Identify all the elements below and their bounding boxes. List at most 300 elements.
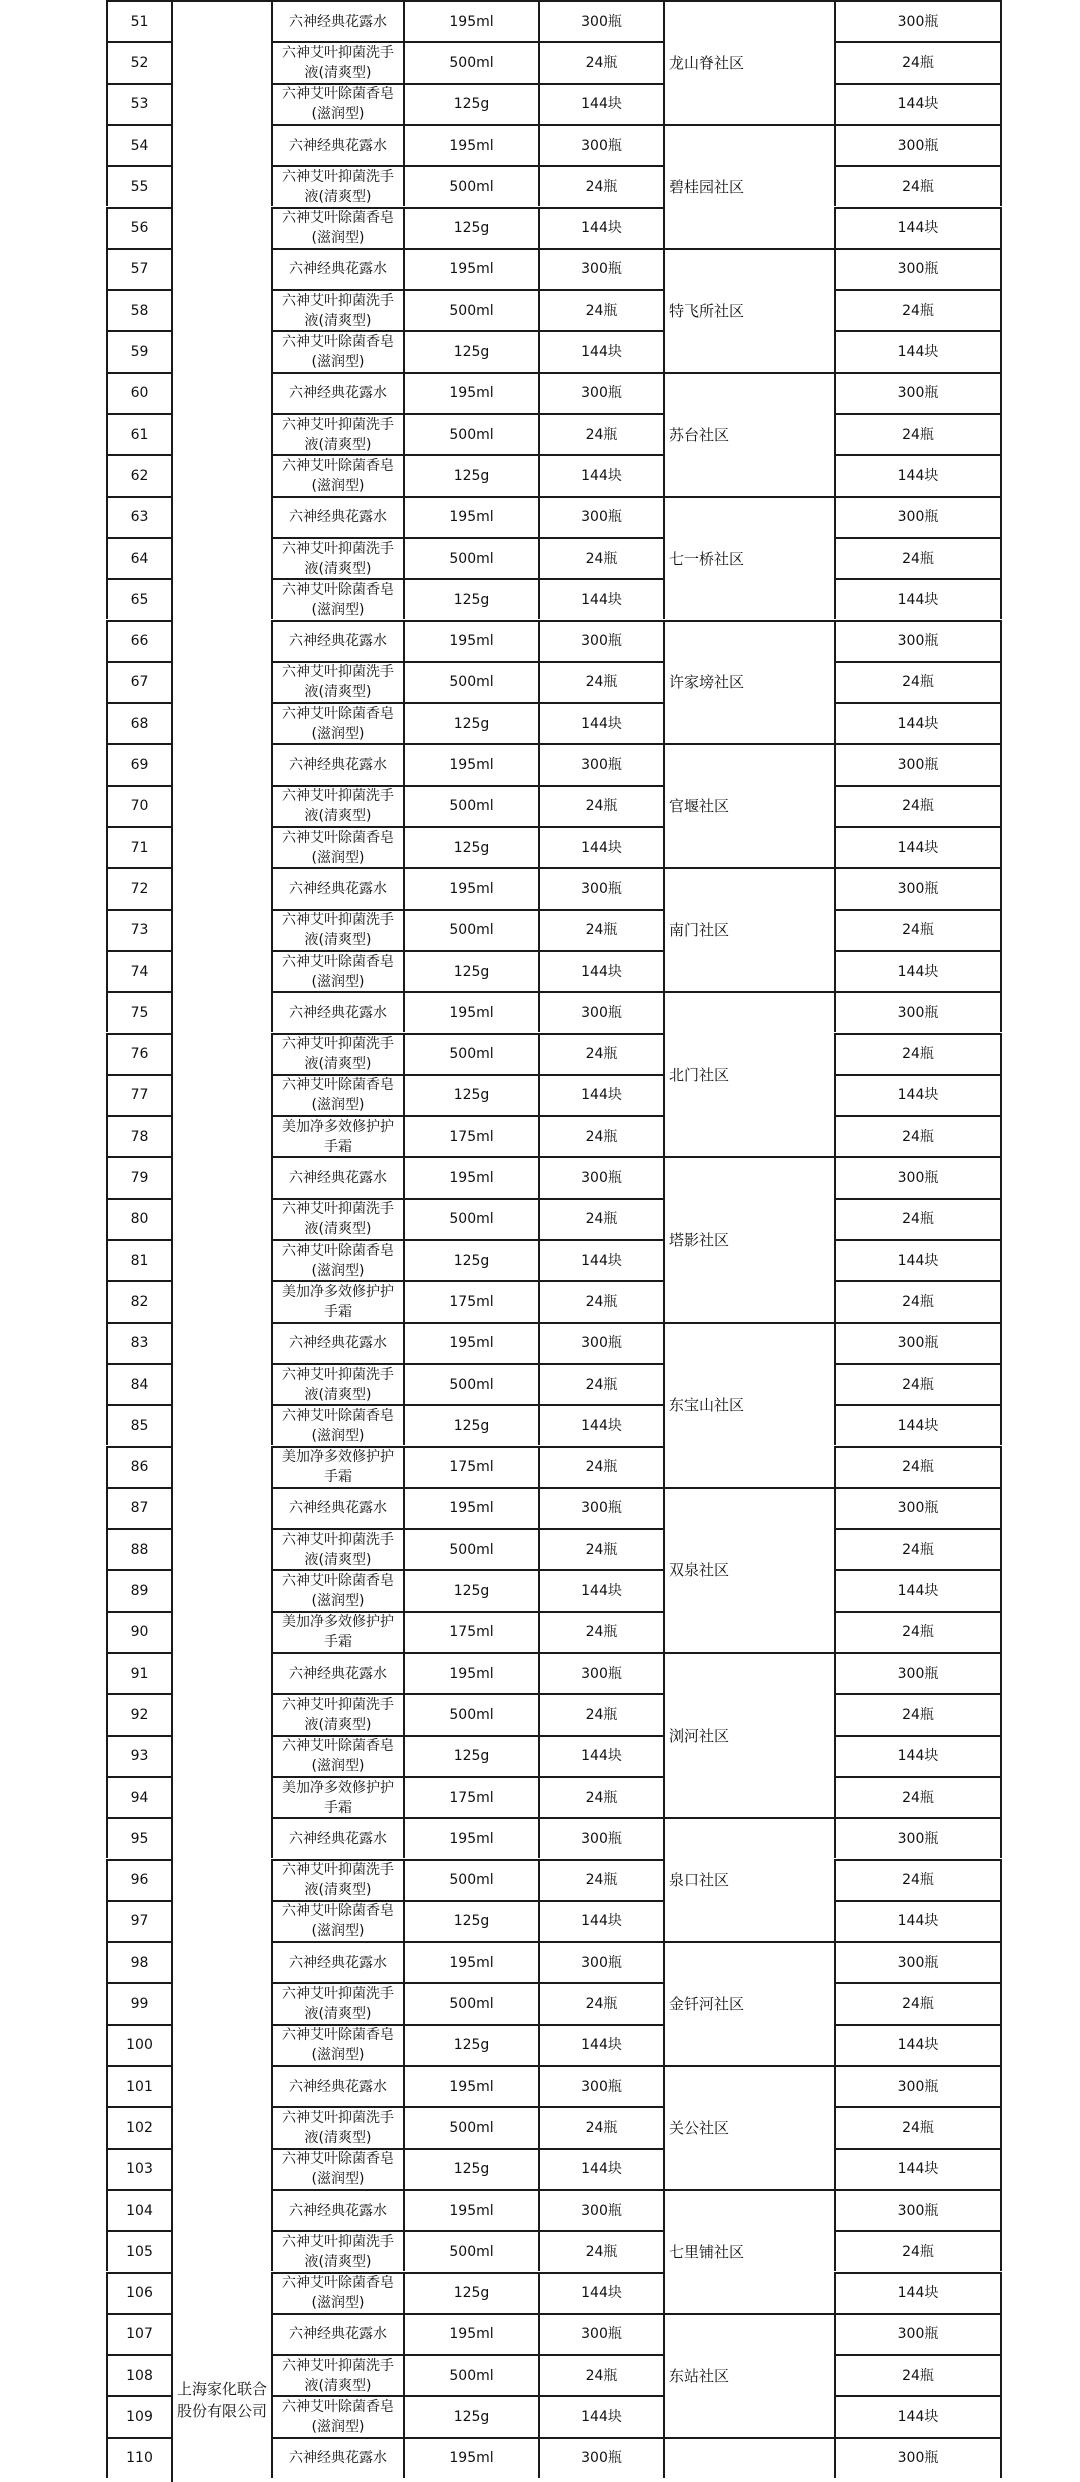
row-number-cell [106,2313,171,2354]
distributed-quantity: 24瓶 [902,1211,934,1228]
distributed-quantity: 144块 [897,591,939,608]
spec-cell [403,1156,538,1197]
row-number-cell [106,2106,171,2147]
distributed-quantity: 24瓶 [902,1872,934,1889]
product-spec: 195ml [449,880,494,897]
product-cell [271,1693,403,1734]
donated-quantity: 144块 [581,1087,622,1104]
product-spec: 500ml [449,54,494,71]
row-number-cell [106,1198,171,1239]
product-name: 六神经典花露水 [289,1665,387,1682]
donated-quantity: 24瓶 [585,1293,618,1310]
product-name: 六神艾叶除菌香皂(滋润型) [282,829,394,866]
product-cell [271,330,403,371]
donated-qty-cell [538,1693,663,1734]
row-number: 85 [130,1417,149,1434]
distributed-qty-cell [834,1363,1002,1404]
spec-cell [403,743,538,784]
community-name: 关公社区 [669,2118,730,2137]
row-number: 65 [130,591,149,608]
distributed-qty-cell [834,1569,1002,1610]
product-name: 六神艾叶除菌香皂(滋润型) [282,953,394,990]
product-spec: 500ml [449,1872,494,1889]
distributed-quantity: 24瓶 [902,2243,934,2260]
product-name: 六神艾叶除菌香皂(滋润型) [282,86,394,123]
community-name: 北门社区 [669,1065,730,1084]
distributed-qty-cell [834,2148,1002,2189]
community-cell [663,2313,834,2437]
donated-qty-cell [538,1528,663,1569]
row-number-cell [106,826,171,867]
product-spec: 125g [453,2161,490,2178]
product-cell [271,2354,403,2395]
donation-table [106,0,1002,2467]
product-cell [271,1735,403,1776]
community-cell [663,1156,834,1321]
product-name: 六神经典花露水 [289,2078,387,2095]
row-number: 88 [130,1541,149,1558]
row-number-cell [106,1900,171,1941]
distributed-quantity: 144块 [897,1748,939,1765]
distributed-quantity: 144块 [897,1913,939,1930]
row-number-cell [106,454,171,495]
product-name: 美加净多效修护护手霜 [282,1118,394,1155]
spec-cell [403,1074,538,1115]
distributed-quantity: 24瓶 [902,54,934,71]
row-number-cell [106,578,171,619]
row-number: 103 [126,2161,153,2178]
community-name: 东站社区 [669,2366,730,2385]
donated-qty-cell [538,2354,663,2395]
distributed-qty-cell [834,83,1002,124]
donated-qty-cell [538,1569,663,1610]
donated-quantity: 300瓶 [581,13,622,30]
product-spec: 125g [453,344,490,361]
donated-quantity: 300瓶 [581,261,622,278]
product-name: 六神艾叶除菌香皂(滋润型) [282,210,394,247]
product-name: 六神艾叶除菌香皂(滋润型) [282,2275,394,2312]
donated-qty-cell [538,1404,663,1445]
distributed-quantity: 300瓶 [897,2078,939,2095]
distributed-qty-cell [834,1982,1002,2023]
product-name: 美加净多效修护护手霜 [282,1283,394,1320]
row-number: 70 [130,798,149,815]
spec-cell [403,2395,538,2436]
distributed-quantity: 300瓶 [897,757,939,774]
donated-qty-cell [538,2189,663,2230]
row-number-cell [106,785,171,826]
row-number: 74 [130,963,149,980]
distributed-qty-cell [834,1735,1002,1776]
row-number: 81 [130,1252,149,1269]
product-name: 六神经典花露水 [289,261,387,278]
donated-quantity: 24瓶 [585,1376,618,1393]
product-spec: 500ml [449,922,494,939]
distributed-qty-cell [834,1693,1002,1734]
row-number: 96 [130,1872,149,1889]
product-name: 六神艾叶抑菌洗手液(清爽型) [282,1036,394,1073]
product-name: 六神艾叶抑菌洗手液(清爽型) [282,540,394,577]
product-cell [271,289,403,330]
community-cell [663,248,834,372]
distributed-qty-cell [834,330,1002,371]
spec-cell [403,661,538,702]
row-number-cell [106,1446,171,1487]
donated-quantity: 24瓶 [585,1459,618,1476]
product-name: 六神艾叶抑菌洗手液(清爽型) [282,912,394,949]
distributed-qty-cell [834,2437,1002,2478]
product-spec: 125g [453,2037,490,2054]
donated-qty-cell [538,2106,663,2147]
distributed-qty-cell [834,1239,1002,1280]
product-spec: 195ml [449,1335,494,1352]
product-cell [271,1239,403,1280]
product-name: 美加净多效修护护手霜 [282,1779,394,1816]
distributed-quantity: 144块 [897,2409,939,2426]
product-cell [271,2313,403,2354]
spec-cell [403,413,538,454]
row-number: 76 [130,1046,149,1063]
spec-cell [403,826,538,867]
distributed-quantity: 24瓶 [902,426,934,443]
product-spec: 500ml [449,1376,494,1393]
donated-quantity: 24瓶 [585,1541,618,1558]
distributed-qty-cell [834,991,1002,1032]
distributed-quantity: 24瓶 [902,550,934,567]
donated-qty-cell [538,2437,663,2478]
donated-quantity: 300瓶 [581,385,622,402]
distributed-qty-cell [834,248,1002,289]
distributed-quantity: 300瓶 [897,1500,939,1517]
donated-quantity: 24瓶 [585,1211,618,1228]
distributed-quantity: 144块 [897,839,939,856]
row-number: 99 [130,1996,149,2013]
spec-cell [403,207,538,248]
product-name: 六神艾叶除菌香皂(滋润型) [282,581,394,618]
row-number: 67 [130,674,149,691]
donated-qty-cell [538,1074,663,1115]
distributed-qty-cell [834,1198,1002,1239]
donated-qty-cell [538,41,663,82]
distributed-qty-cell [834,1033,1002,1074]
product-name: 六神经典花露水 [289,1500,387,1517]
product-spec: 195ml [449,509,494,526]
donated-qty-cell [538,83,663,124]
row-number: 95 [130,1830,149,1847]
product-cell [271,372,403,413]
donated-quantity: 300瓶 [581,1170,622,1187]
product-cell [271,991,403,1032]
community-name: 泉口社区 [669,1871,730,1890]
product-spec: 195ml [449,1004,494,1021]
distributed-quantity: 144块 [897,1252,939,1269]
donated-quantity: 144块 [581,220,622,237]
row-number-cell [106,248,171,289]
row-number: 101 [126,2078,153,2095]
row-number: 75 [130,1004,149,1021]
donated-qty-cell [538,124,663,165]
row-number: 82 [130,1293,149,1310]
row-number: 78 [130,1128,149,1145]
distributed-quantity: 144块 [897,467,939,484]
spec-cell [403,41,538,82]
distributed-qty-cell [834,1156,1002,1197]
spec-cell [403,2437,538,2478]
community-cell [663,991,834,1156]
product-name: 六神艾叶除菌香皂(滋润型) [282,1077,394,1114]
donated-quantity: 24瓶 [585,922,618,939]
donated-qty-cell [538,289,663,330]
distributed-quantity: 300瓶 [897,1335,939,1352]
row-number: 90 [130,1624,149,1641]
product-name: 六神经典花露水 [289,1830,387,1847]
community-cell [663,1817,834,1941]
donated-quantity: 24瓶 [585,1789,618,1806]
donated-quantity: 144块 [581,1417,622,1434]
community-cell [663,372,834,496]
distributed-qty-cell [834,867,1002,908]
product-cell [271,1446,403,1487]
product-name: 六神经典花露水 [289,13,387,30]
distributed-quantity: 144块 [897,1417,939,1434]
donated-quantity: 144块 [581,1252,622,1269]
product-cell [271,1569,403,1610]
spec-cell [403,2189,538,2230]
product-spec: 500ml [449,426,494,443]
row-number: 93 [130,1748,149,1765]
row-number-cell [106,743,171,784]
donated-qty-cell [538,1859,663,1900]
product-cell [271,207,403,248]
product-name: 六神经典花露水 [289,509,387,526]
product-cell [271,2230,403,2271]
donated-qty-cell [538,2148,663,2189]
distributed-qty-cell [834,2106,1002,2147]
product-name: 六神艾叶除菌香皂(滋润型) [282,705,394,742]
donated-qty-cell [538,207,663,248]
donated-quantity: 300瓶 [581,757,622,774]
community-cell [663,867,834,991]
product-name: 六神经典花露水 [289,385,387,402]
spec-cell [403,2106,538,2147]
distributed-qty-cell [834,1652,1002,1693]
row-number-cell [106,1652,171,1693]
community-name: 官堰社区 [669,797,730,816]
donated-quantity: 300瓶 [581,509,622,526]
donor-name: 上海家化联合股份有限公司 [176,2380,267,2420]
distributed-quantity: 300瓶 [897,261,939,278]
row-number: 92 [130,1706,149,1723]
product-spec: 195ml [449,1954,494,1971]
community-name: 七一桥社区 [669,549,745,568]
spec-cell [403,991,538,1032]
spec-cell [403,124,538,165]
donated-qty-cell [538,578,663,619]
distributed-qty-cell [834,2395,1002,2436]
distributed-qty-cell [834,2189,1002,2230]
product-name: 六神艾叶抑菌洗手液(清爽型) [282,664,394,701]
community-name: 塔影社区 [669,1230,730,1249]
donated-quantity: 24瓶 [585,1706,618,1723]
distributed-qty-cell [834,124,1002,165]
distributed-quantity: 144块 [897,96,939,113]
donated-quantity: 300瓶 [581,1004,622,1021]
donated-qty-cell [538,2313,663,2354]
product-cell [271,537,403,578]
product-name: 六神艾叶抑菌洗手液(清爽型) [282,2357,394,2394]
donated-qty-cell [538,1982,663,2023]
product-name: 六神艾叶抑菌洗手液(清爽型) [282,1201,394,1238]
distributed-quantity: 24瓶 [902,1624,934,1641]
row-number-cell [106,2395,171,2436]
community-cell [663,496,834,620]
distributed-quantity: 300瓶 [897,509,939,526]
product-name: 六神艾叶抑菌洗手液(清爽型) [282,2233,394,2270]
distributed-quantity: 24瓶 [902,1459,934,1476]
row-number-cell [106,1280,171,1321]
product-cell [271,1487,403,1528]
donated-qty-cell [538,372,663,413]
distributed-quantity: 300瓶 [897,1830,939,1847]
product-name: 六神艾叶抑菌洗手液(清爽型) [282,788,394,825]
donated-quantity: 300瓶 [581,137,622,154]
donated-quantity: 144块 [581,2037,622,2054]
distributed-quantity: 300瓶 [897,385,939,402]
row-number-cell [106,124,171,165]
spec-cell [403,909,538,950]
spec-cell [403,1198,538,1239]
row-number-cell [106,620,171,661]
donated-qty-cell [538,1941,663,1982]
distributed-qty-cell [834,743,1002,784]
community-cell [663,0,834,124]
community-cell [663,1652,834,1817]
donated-qty-cell [538,454,663,495]
spec-cell [403,950,538,991]
row-number-cell [106,1487,171,1528]
distributed-quantity: 144块 [897,1583,939,1600]
product-spec: 500ml [449,1996,494,2013]
distributed-qty-cell [834,2065,1002,2106]
row-number-cell [106,2148,171,2189]
distributed-quantity: 300瓶 [897,13,939,30]
donated-quantity: 144块 [581,2161,622,2178]
product-cell [271,826,403,867]
donated-qty-cell [538,826,663,867]
product-cell [271,2395,403,2436]
donated-qty-cell [538,248,663,289]
distributed-quantity: 24瓶 [902,2119,934,2136]
distributed-qty-cell [834,1074,1002,1115]
product-name: 六神艾叶除菌香皂(滋润型) [282,2399,394,2436]
product-spec: 195ml [449,633,494,650]
spec-cell [403,1239,538,1280]
distributed-quantity: 24瓶 [902,1541,934,1558]
donated-qty-cell [538,867,663,908]
product-spec: 500ml [449,302,494,319]
row-number-cell [106,2189,171,2230]
product-spec: 125g [453,96,490,113]
donated-quantity: 24瓶 [585,2119,618,2136]
row-number: 54 [130,137,149,154]
community-cell [663,620,834,744]
product-name: 六神艾叶抑菌洗手液(清爽型) [282,168,394,205]
product-spec: 500ml [449,2119,494,2136]
product-cell [271,1611,403,1652]
product-name: 美加净多效修护护手霜 [282,1614,394,1651]
donated-qty-cell [538,1817,663,1858]
spec-cell [403,620,538,661]
distributed-qty-cell [834,661,1002,702]
row-number-cell [106,1115,171,1156]
donated-qty-cell [538,1115,663,1156]
spec-cell [403,1776,538,1817]
product-name: 六神艾叶除菌香皂(滋润型) [282,1903,394,1940]
row-number: 61 [130,426,149,443]
distributed-quantity: 144块 [897,2161,939,2178]
product-cell [271,2024,403,2065]
distributed-quantity: 144块 [897,2285,939,2302]
spec-cell [403,1528,538,1569]
row-number-cell [106,2230,171,2271]
donated-quantity: 24瓶 [585,798,618,815]
row-number: 79 [130,1170,149,1187]
product-cell [271,1776,403,1817]
product-spec: 175ml [449,1293,494,1310]
row-number-cell [106,2437,171,2478]
row-number: 51 [130,13,149,30]
row-number: 109 [126,2409,153,2426]
spec-cell [403,1569,538,1610]
distributed-qty-cell [834,537,1002,578]
row-number: 87 [130,1500,149,1517]
product-cell [271,1941,403,1982]
donated-quantity: 24瓶 [585,426,618,443]
donated-quantity: 300瓶 [581,2326,622,2343]
row-number-cell [106,1404,171,1445]
spec-cell [403,1611,538,1652]
donated-quantity: 300瓶 [581,2202,622,2219]
donated-qty-cell [538,2024,663,2065]
distributed-qty-cell [834,950,1002,991]
product-cell [271,413,403,454]
donated-qty-cell [538,909,663,950]
donor-cell [171,0,271,2482]
product-name: 六神艾叶抑菌洗手液(清爽型) [282,1986,394,2023]
spec-cell [403,248,538,289]
donated-qty-cell [538,991,663,1032]
distributed-quantity: 24瓶 [902,1293,934,1310]
product-cell [271,950,403,991]
donated-quantity: 24瓶 [585,2243,618,2260]
product-cell [271,1363,403,1404]
product-spec: 195ml [449,1830,494,1847]
row-number-cell [106,991,171,1032]
row-number-cell [106,1735,171,1776]
distributed-quantity: 24瓶 [902,302,934,319]
row-number: 107 [126,2326,153,2343]
donated-quantity: 300瓶 [581,2078,622,2095]
distributed-quantity: 300瓶 [897,2326,939,2343]
community-cell [663,1941,834,2065]
product-spec: 500ml [449,2243,494,2260]
product-cell [271,2148,403,2189]
donated-qty-cell [538,1611,663,1652]
product-cell [271,1280,403,1321]
product-name: 六神艾叶除菌香皂(滋润型) [282,1738,394,1775]
row-number: 94 [130,1789,149,1806]
spec-cell [403,2148,538,2189]
